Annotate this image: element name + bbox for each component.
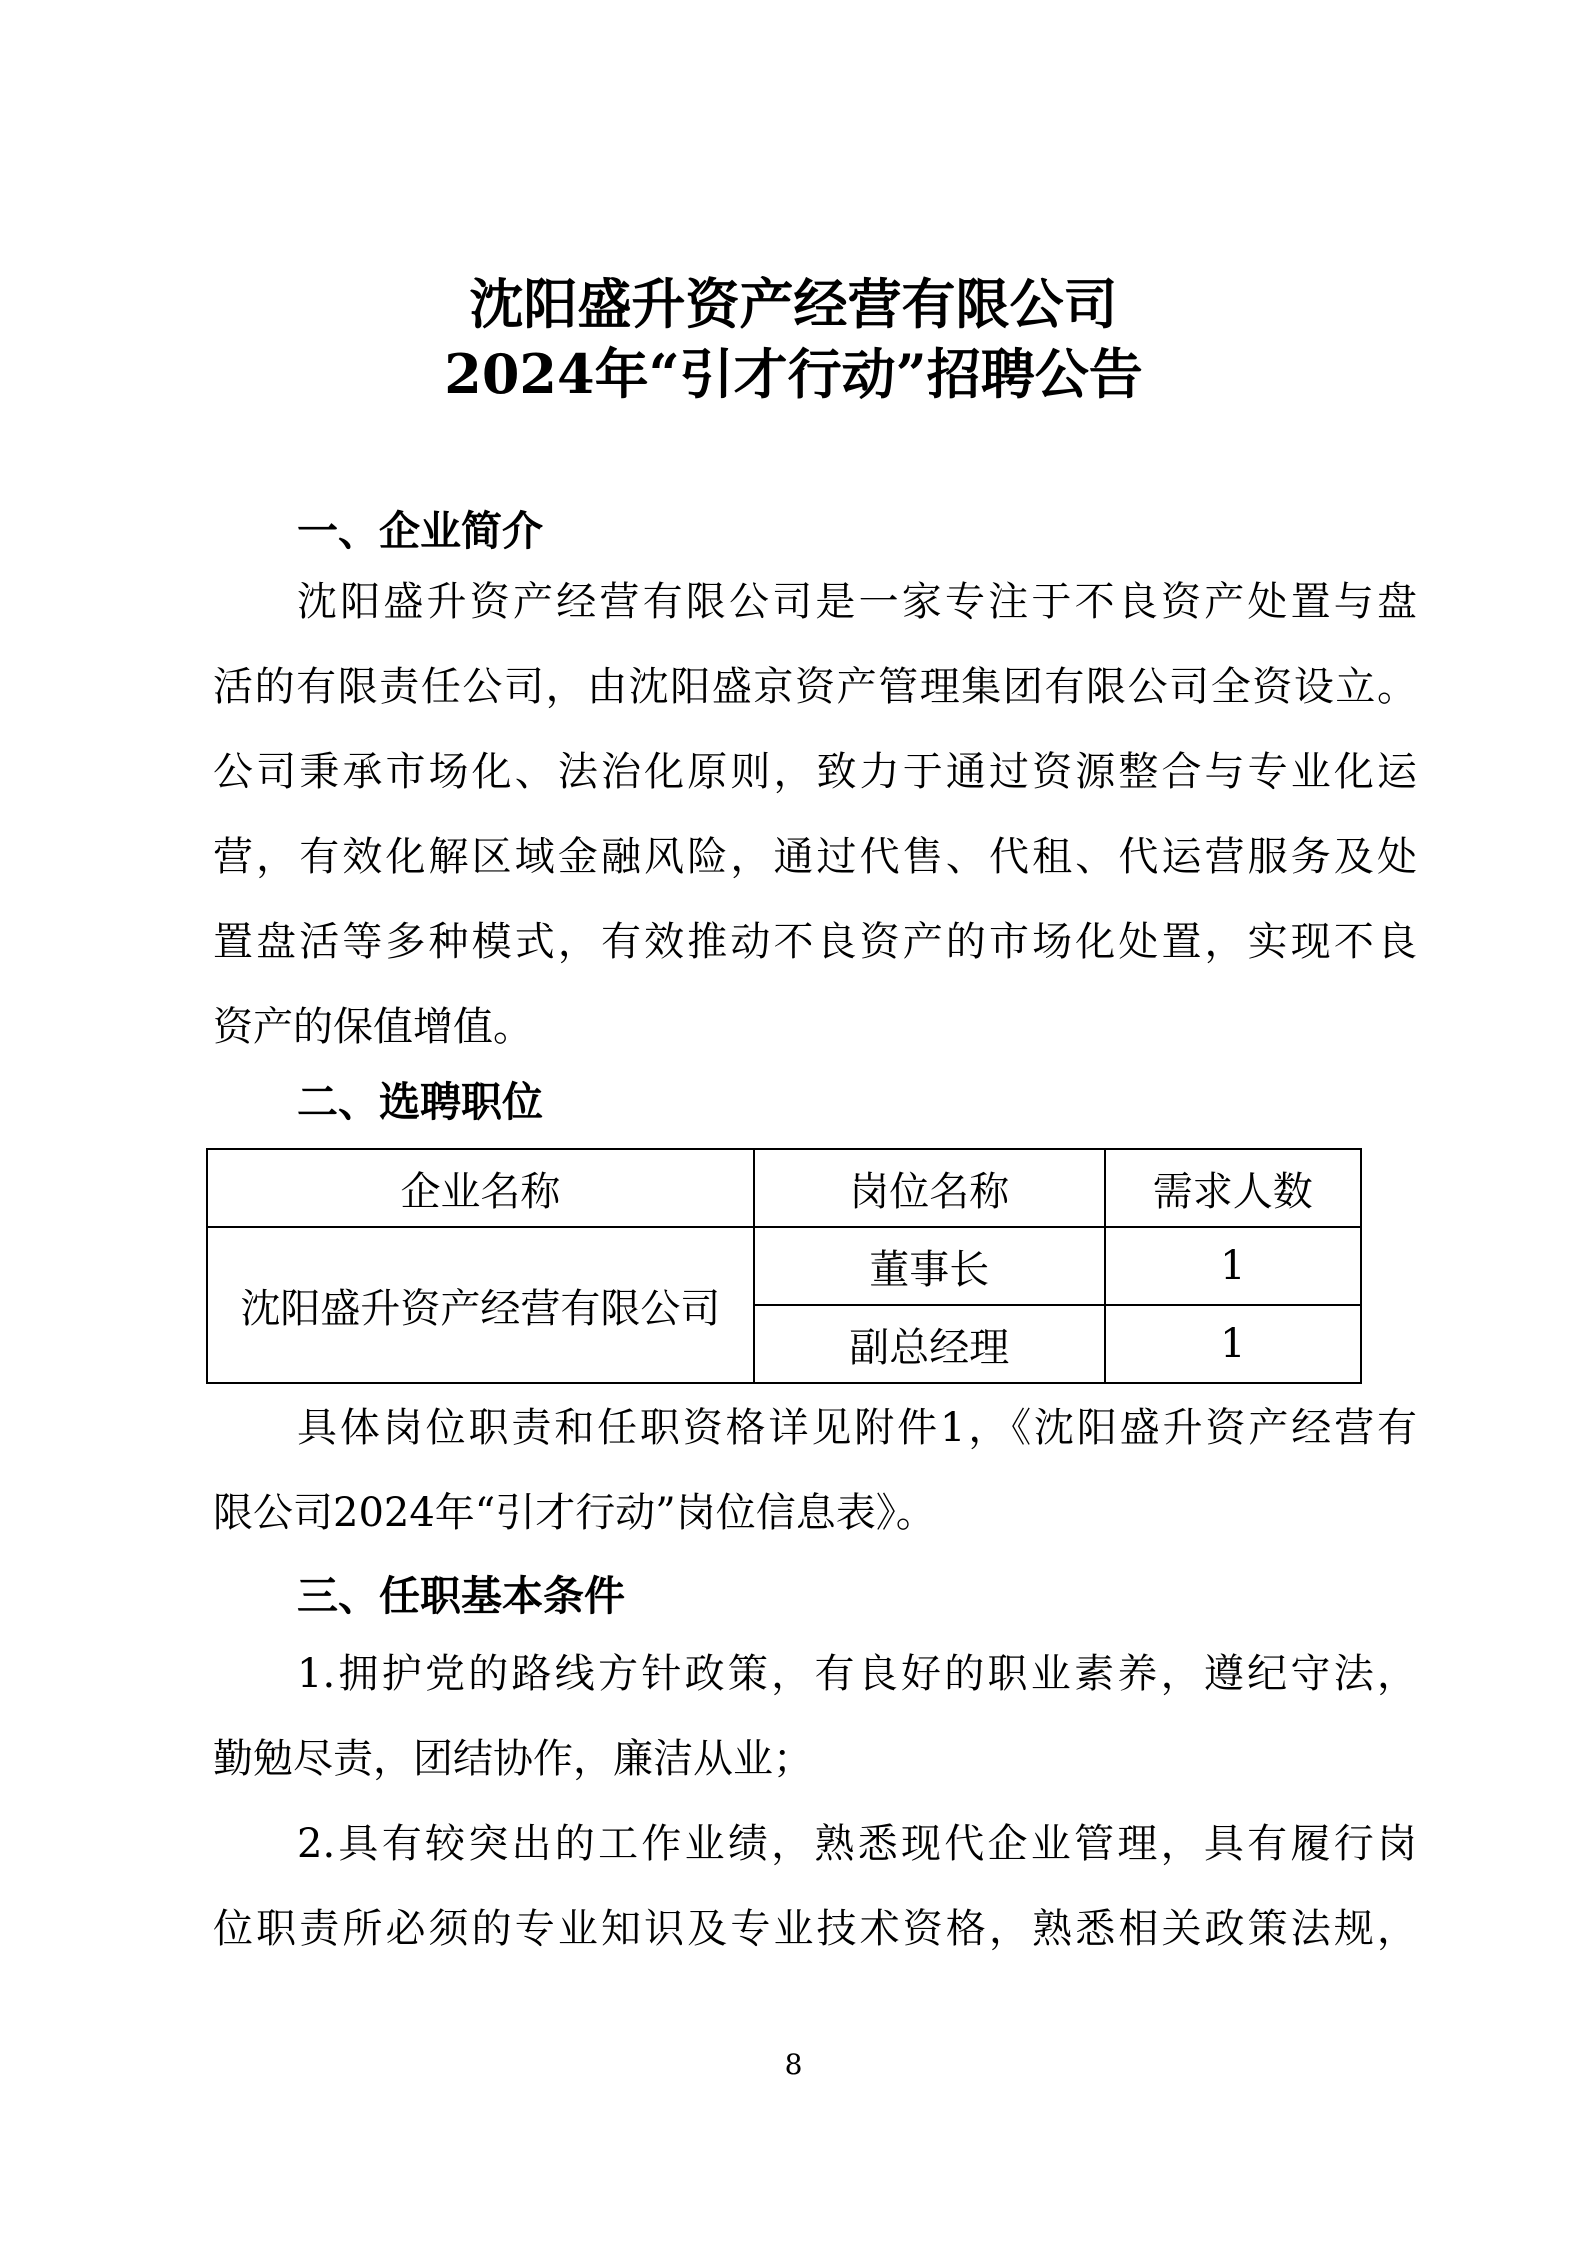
section3-paragraph-line: 勤勉尽责，团结协作，廉洁从业； — [213, 1736, 813, 1782]
table-cell-position: 董事长 — [754, 1227, 1105, 1305]
section1-paragraph-line: 营，有效化解区域金融风险，通过代售、代租、代运营服务及处 — [213, 834, 1417, 880]
table-cell-count: 1 — [1105, 1227, 1361, 1305]
section1-paragraph-line: 沈阳盛升资产经营有限公司是一家专注于不良资产处置与盘 — [297, 579, 1417, 625]
section2-heading: 二、选聘职位 — [297, 1078, 543, 1126]
section3-heading: 三、任职基本条件 — [297, 1572, 625, 1620]
section3-paragraph-line: 1.拥护党的路线方针政策，有良好的职业素养，遵纪守法， — [297, 1651, 1417, 1697]
table-cell-count: 1 — [1105, 1305, 1361, 1383]
section3-paragraph-line: 2.具有较突出的工作业绩，熟悉现代企业管理，具有履行岗 — [297, 1821, 1417, 1867]
section1-heading: 一、企业简介 — [297, 507, 543, 555]
section1-paragraph-line: 置盘活等多种模式，有效推动不良资产的市场化处置，实现不良 — [213, 919, 1417, 965]
section2-note-line: 具体岗位职责和任职资格详见附件1，《沈阳盛升资产经营有 — [297, 1405, 1417, 1451]
section1-paragraph-line: 资产的保值增值。 — [213, 1004, 533, 1050]
document-title-line1: 沈阳盛升资产经营有限公司 — [469, 272, 1118, 336]
table-row — [207, 1227, 1361, 1305]
table-header-company: 企业名称 — [207, 1149, 754, 1227]
document-title-line2: 2024年“引才行动”招聘公告 — [444, 342, 1143, 406]
table-header-count: 需求人数 — [1105, 1149, 1361, 1227]
section1-paragraph-line: 公司秉承市场化、法治化原则，致力于通过资源整合与专业化运 — [213, 749, 1417, 795]
table-header-position: 岗位名称 — [754, 1149, 1105, 1227]
table-cell-company: 沈阳盛升资产经营有限公司 — [207, 1227, 754, 1383]
positions-table — [206, 1148, 1362, 1384]
table-cell-position: 副总经理 — [754, 1305, 1105, 1383]
section3-paragraph-line: 位职责所必须的专业知识及专业技术资格，熟悉相关政策法规， — [213, 1906, 1417, 1952]
section1-paragraph-line: 活的有限责任公司，由沈阳盛京资产管理集团有限公司全资设立。 — [213, 664, 1417, 710]
table-header-row — [207, 1149, 1361, 1227]
page-number: 8 — [784, 2048, 803, 2081]
section2-note-line: 限公司2024年“引才行动”岗位信息表》。 — [213, 1490, 936, 1536]
